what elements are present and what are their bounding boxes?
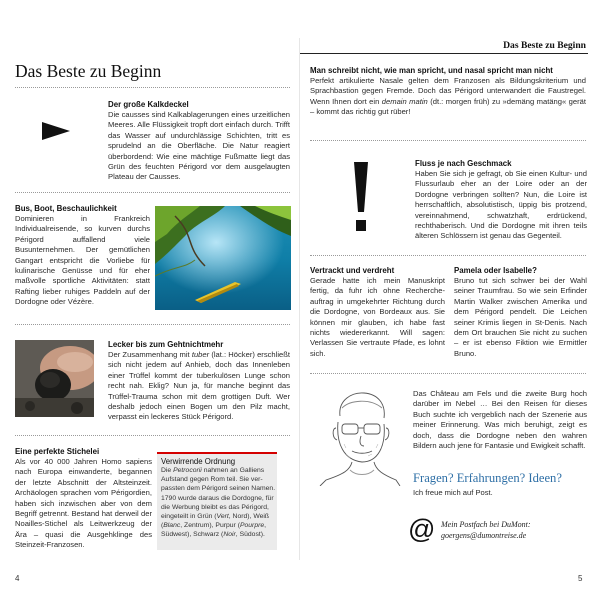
truffle-photo xyxy=(15,340,94,417)
running-header: Das Beste zu Beginn xyxy=(503,40,586,51)
divider xyxy=(310,140,586,141)
divider xyxy=(310,255,586,256)
play-arrow-icon xyxy=(42,122,70,145)
bus-text: Dominieren in Frankreich Individualreisende, so kurven durchs Périgord auffallend viele Busunternehmen. Der gemütlichen Gangart entspricht die Vorliebe für kulinarische Genüsse und für eher maßvolle sportliche Aktivitäten: statt Rafting lieber ruhiges Paddeln auf der Dordogne oder Vézère. xyxy=(15,214,150,307)
postfach-line1: Mein Postfach bei DuMont: xyxy=(441,520,531,529)
divider xyxy=(310,373,586,374)
kalk-heading: Der große Kalkdeckel xyxy=(108,100,189,109)
at-icon: @ xyxy=(408,514,436,544)
divider xyxy=(15,87,290,88)
divider xyxy=(15,435,290,436)
vertrackt-heading: Vertrackt und verdreht xyxy=(310,266,395,275)
fragen-title: Fragen? Erfahrungen? Ideen? xyxy=(413,471,562,485)
lecker-text: Der Zusammenhang mit tuber (lat.: Höcker) erschließt sich nicht jedem auf Anhieb, doch das Innenleben einer Trüffel kommt der tuberkulösen Lunge schon recht nah. Eklig? Nun ja, für manche beginnt das Trüffel-Trauma schon mit dem grottigen Duft. Wer deshalb jedoch einen Bogen um den Pilz macht, verpasst ein leckeres Stück Périgord. xyxy=(108,350,290,422)
fluss-text: Haben Sie sich je gefragt, ob Sie einen Kultur- und Flussurlaub eher an der Loire oder an der Dordogne verbringen sollten? Nun, die Loire ist herrschaftlich, absolutistisch, üppig bis protzend, vereinnahmend, schwatzhaft, erdrückend, rechthaberisch. Und die Dordogne mit ihren teils älteren Schlössern ist genau das Gegenteil. xyxy=(415,169,587,241)
vertrackt-text: Gerade hatte ich mein Manuskript fertig, da fuhr ich ohne Recherche-auftrag in umgekehrter Richtung durch die Dordogne, von Bordeaux aus. Sie können mir glauben, ich habe fast nichts wiedererkannt. Will sagen: Verlassen Sie vertraute Pfade, es lohnt sich. xyxy=(310,276,445,358)
page-number-right: 5 xyxy=(578,574,583,583)
fluss-heading: Fluss je nach Geschmack xyxy=(415,159,512,168)
canoe-photo xyxy=(155,206,291,310)
lecker-heading: Lecker bis zum Gehtnichtmehr xyxy=(108,340,224,349)
chateau-text: Das Château am Fels und die zweite Burg hoch darüber im Nebel … Bei den Reisen für dieses Buch suchte ich vergeblich nach der Szenerie aus meiner Erinnerung. Was mich beruhigt, zeigt es doch, dass die Dordogne neben den wahren Bildern auch jene für Fantasie und Ewigkeit schafft. xyxy=(413,389,587,451)
fragen-sub: Ich freue mich auf Post. xyxy=(413,488,493,497)
divider xyxy=(15,324,290,325)
nasal-heading: Man schreibt nicht, wie man spricht, und nasal spricht man nicht xyxy=(310,66,553,75)
bus-heading: Bus, Boot, Beschaulichkeit xyxy=(15,204,117,213)
postfach-email: goergens@dumontreise.de xyxy=(441,531,527,540)
header-rule xyxy=(300,53,588,54)
stichel-text: Als vor 40 000 Jahren Homo sapiens nach Europa einwanderte, begannen der letzte Abschnitt der Altsteinzeit. Archäologen sprachen vom Périgordien, haben sich inzwischen aber von dem Begriff getrennt. Bestand hat derweil der Noailles-Stichel als Leitwerkzeug der Ära – quasi die Ausgehklinge des Steinzeit-Franzosen. xyxy=(15,457,152,550)
pamela-heading: Pamela oder Isabelle? xyxy=(454,266,537,275)
kalk-text: Die causses sind Kalkablagerungen eines urzeitlichen Meeres. Alle Flüssigkeit tropft dort einfach durch. Trifft das Wasser auf undurchlässige Schichten, tritt es sprudelnd an die Oberfläche. Die Natur reagiert überbordend: Wie eine mächtige Fußmatte liegt das Grün des feuchten Périgord vor dem ausgelaugten Plateau der Causses. xyxy=(108,110,290,182)
page-title: Das Beste zu Beginn xyxy=(15,61,162,81)
author-portrait xyxy=(316,388,402,486)
ordnung-text: Die Petrocorii nahmen an Galliens Aufstand gegen Rom teil. Sie ver- passten dem Périgord seinen Namen. 1790 wurde daraus die Dordogne, für die Werbung bleibt es das Périgord, eingeteilt in Grün (Vert, Nord), Weiß (Blanc, Zentrum), Purpur (Pourpre, Südwest), Schwarz (Noir, Südost). xyxy=(161,467,276,539)
nasal-text: Perfekt artikulierte Nasale gelten dem Franzosen als Bildungskriterium und Sprachbastion gegen Fremde. Doch das Périgord unterwandert die Faustregel. Wenn Ihnen dort ein demain matin (dt.: morgen früh) zu »demäng matäng« gerät – kommt das richtig gut rüber! xyxy=(310,76,586,117)
page-number-left: 4 xyxy=(15,574,20,583)
exclamation-icon xyxy=(352,162,370,239)
divider xyxy=(15,192,290,193)
stichel-heading: Eine perfekte Stichelei xyxy=(15,447,100,456)
page-gutter xyxy=(299,38,300,560)
pamela-text: Bruno tut sich schwer bei der Wahl seiner Traumfrau. So wie sein Erfinder Martin Walker zwischen Amerika und dem Périgord pendelt. Die Leichen seiner Krimis liegen in St-Denis. Nach dem Ort brauchen Sie nicht zu suchen – er ist ebenso Fiktion wie Ermittler Bruno. xyxy=(454,276,587,358)
ordnung-heading: Verwirrende Ordnung xyxy=(161,457,236,466)
